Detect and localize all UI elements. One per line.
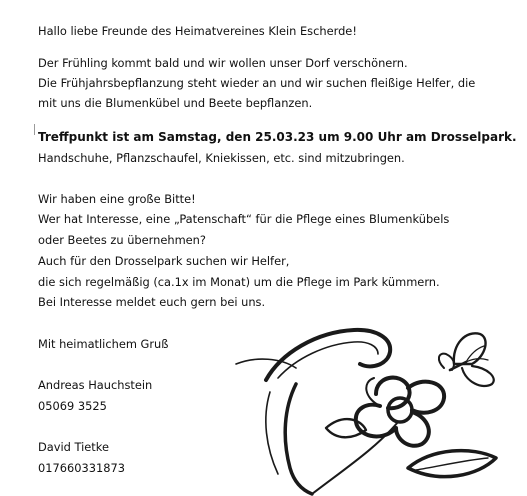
request-line-5: die sich regelmäßig (ca.1x im Monat) um die Pflege im Park kümmern.	[38, 275, 440, 289]
request-line-6: Bei Interesse meldet euch gern bei uns.	[38, 295, 266, 309]
flower-butterfly-line-art-icon	[226, 318, 527, 496]
meeting-bring-line: Handschuhe, Pflanzschaufel, Kniekissen, etc. sind mitzubringen.	[38, 151, 405, 165]
request-line-3: oder Beetes zu übernehmen?	[38, 233, 206, 247]
intro-line-1: Der Frühling kommt bald und wir wollen unser Dorf verschönern.	[38, 56, 408, 70]
request-line-2: Wer hat Interesse, eine „Patenschaft“ für die Pflege eines Blumenkübels	[38, 212, 450, 226]
request-line-4: Auch für den Drosselpark suchen wir Helfer,	[38, 254, 290, 268]
request-line-1: Wir haben eine große Bitte!	[38, 192, 196, 206]
greeting-line: Hallo liebe Freunde des Heimatvereines Klein Escherde!	[38, 24, 357, 38]
text-cursor	[34, 124, 35, 135]
contact-name: Andreas Hauchstein	[38, 378, 153, 392]
closing-line: Mit heimatlichem Gruß	[38, 337, 169, 351]
contact-phone: 05069 3525	[38, 399, 107, 413]
contact-name: David Tietke	[38, 440, 109, 454]
intro-line-3: mit uns die Blumenkübel und Beete bepflanzen.	[38, 96, 313, 110]
intro-line-2: Die Frühjahrsbepflanzung steht wieder an und wir suchen fleißige Helfer, die	[38, 76, 476, 90]
contact-phone: 017660331873	[38, 461, 125, 475]
meeting-headline: Treffpunkt ist am Samstag, den 25.03.23 um 9.00 Uhr am Drosselpark.	[38, 130, 517, 144]
